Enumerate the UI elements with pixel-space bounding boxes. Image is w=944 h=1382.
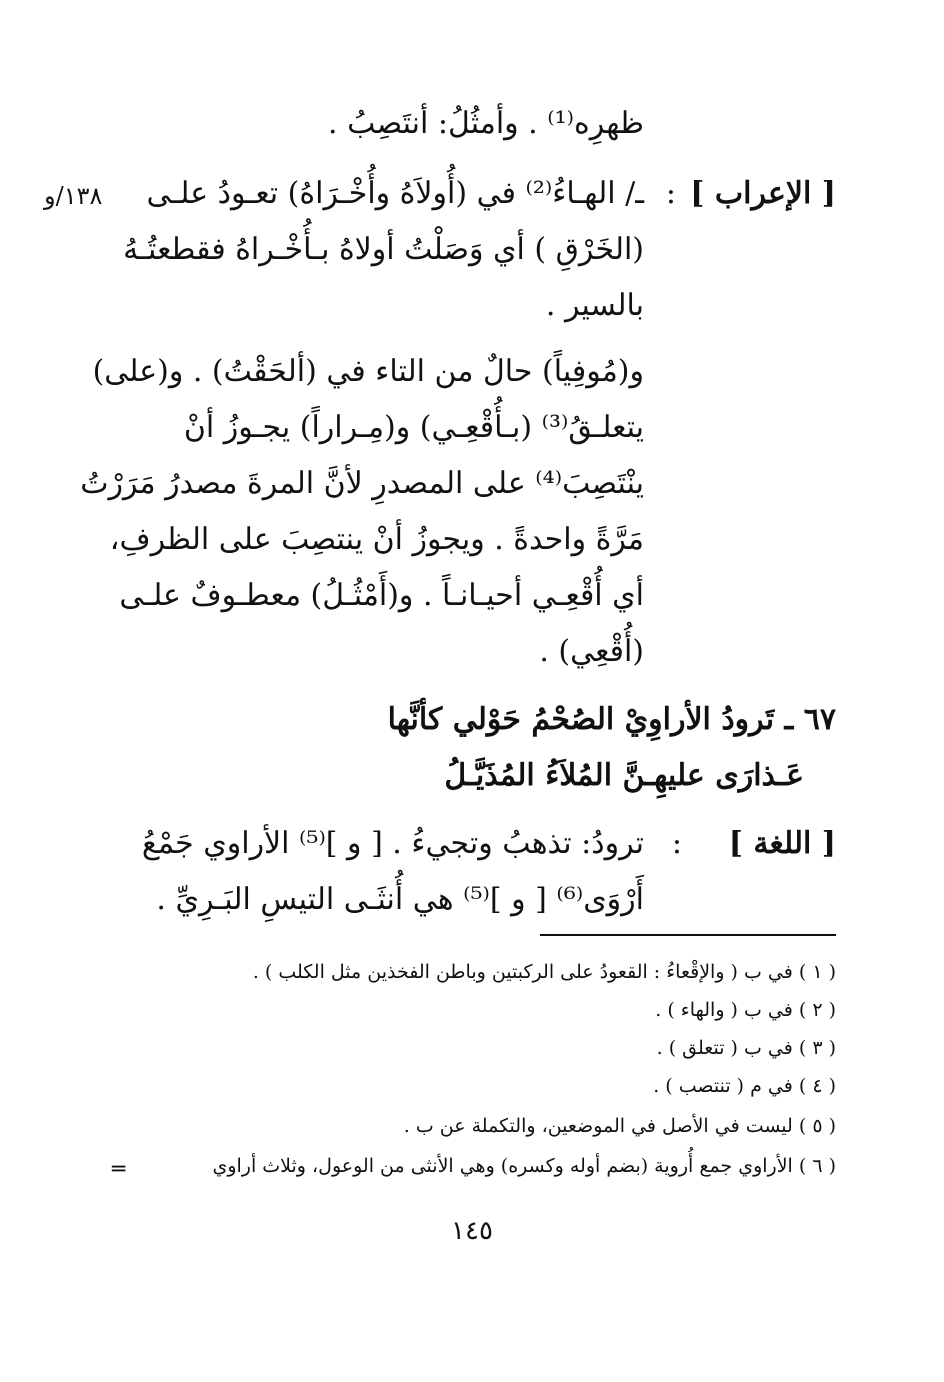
irab-separator: : bbox=[665, 176, 676, 211]
footnote: ( ٥ ) ليست في الأصل في الموضعين، والتكملة عن ب . bbox=[403, 1115, 836, 1137]
continuation-mark: ═ bbox=[112, 1157, 126, 1182]
body-line: يتعلـقُ⁽³⁾ (بـأُقْعِـي) و(مِـراراً) يجـوزُ أنْ bbox=[183, 410, 644, 445]
footnote: ( ٤ ) في م ( تنتصب ) . bbox=[653, 1075, 836, 1097]
body-line: ينْتَصِبَ⁽⁴⁾ على المصدرِ لأنَّ المرةَ مصدرُ مَرَرْتُ bbox=[80, 466, 644, 501]
body-line: و(مُوفِياً) حالٌ من التاء في (ألحَقْتُ) . و(على) bbox=[92, 354, 644, 389]
body-line: مَرَّةً واحدةً . ويجوزُ أنْ ينتصِبَ على الظرفِ، bbox=[109, 522, 644, 557]
footnote: ( ١ ) في ب ( والإقْعاءُ : القعودُ على الركبتين وباطن الفخذين مثل الكلب ) . bbox=[252, 961, 836, 983]
body-line: (الخَرْقِ ) أي وَصَلْتُ أولاهُ بـأُخْـراهُ فقطعتُـهُ bbox=[123, 232, 644, 267]
footnote: ( ٣ ) في ب ( تتعلق ) . bbox=[656, 1037, 836, 1059]
lugha-separator: : bbox=[671, 826, 682, 861]
body-line: (أُقْعِي) . bbox=[539, 634, 644, 669]
lugha-text: ترودُ: تذهبُ وتجيءُ . [ و ]⁽⁵⁾ الأراوي جَمْعُ bbox=[141, 826, 644, 861]
lugha-tag: [ اللغة ] bbox=[728, 826, 836, 861]
lugha-text: أَرْوَى⁽⁶⁾ [ و ]⁽⁵⁾ هي أُنثَـى التيسِ البَـرِيِّ . bbox=[156, 882, 644, 917]
page-number: ١٤٥ bbox=[451, 1216, 493, 1246]
irab-tag: [ الإعراب ] bbox=[690, 176, 836, 211]
body-line: بالسير . bbox=[545, 288, 644, 323]
footnote: ( ٢ ) في ب ( والهاء ) . bbox=[655, 999, 836, 1021]
manuscript-folio-marker: ١٣٨/و bbox=[44, 182, 103, 210]
verse-line-2: عَـذارَى عليهِـنَّ المُلاَءُ المُذَيَّـلُ bbox=[444, 758, 804, 793]
verse-line-1: ٦٧ ـ تَرودُ الأراوِيْ الصُحْمُ حَوْلي كأنَّها bbox=[387, 702, 836, 737]
irab-text: ـ/ الهـاءُ⁽²⁾ في (أُولاَهُ وأُخْـرَاهُ) تعـودُ علـى bbox=[146, 176, 644, 211]
footnote: ( ٦ ) الأراوي جمع أُروية (بضم أوله وكسره) وهي الأنثى من الوعول، وثلاث أراوي bbox=[212, 1155, 836, 1177]
footnote-rule bbox=[540, 934, 836, 936]
body-line: أي أُقْعِـي أحيـانـاً . و(أَمْثُـلُ) معطـوفٌ علـى bbox=[119, 578, 644, 613]
body-line: ظهرِه⁽¹⁾ . وأمثُلُ: أنتَصِبُ . bbox=[328, 106, 644, 141]
